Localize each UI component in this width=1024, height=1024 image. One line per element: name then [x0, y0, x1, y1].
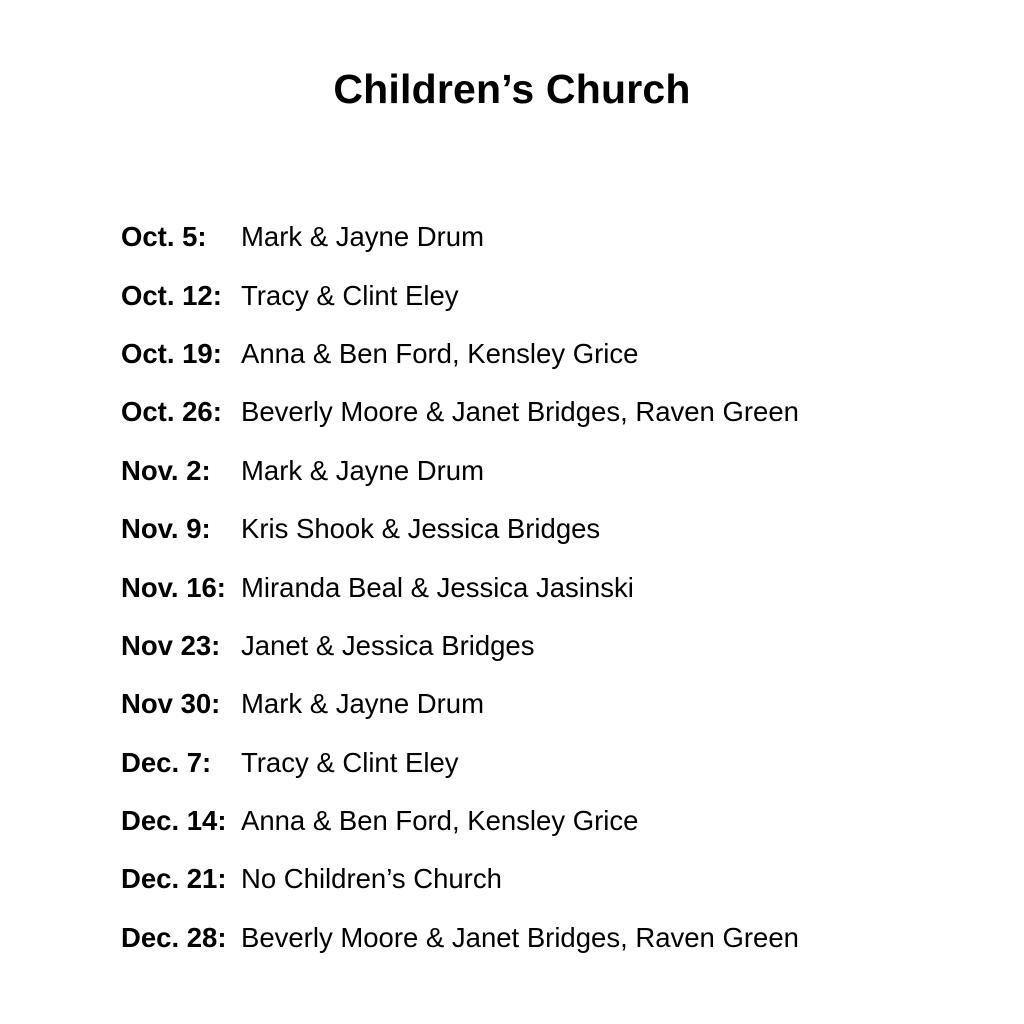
schedule-names: Anna & Ben Ford, Kensley Grice: [241, 805, 639, 837]
schedule-names: Mark & Jayne Drum: [241, 221, 484, 253]
schedule-date: Dec. 28:: [121, 921, 227, 953]
schedule-date: Nov. 2:: [121, 454, 211, 486]
schedule-row: [121, 617, 981, 675]
schedule-names: Miranda Beal & Jessica Jasinski: [241, 571, 634, 603]
schedule-names: Kris Shook & Jessica Bridges: [241, 513, 601, 545]
schedule-row: [121, 383, 981, 441]
schedule-date: Dec. 14:: [121, 805, 227, 837]
schedule-names: Tracy & Clint Eley: [241, 746, 459, 778]
schedule-row: [121, 792, 981, 850]
schedule-date: Oct. 5:: [121, 221, 207, 253]
page-title: Children’s Church: [333, 66, 691, 112]
schedule-date: Nov. 16:: [121, 571, 226, 603]
schedule-row: [121, 500, 981, 558]
schedule-names: Mark & Jayne Drum: [241, 454, 484, 486]
schedule-date: Oct. 12:: [121, 279, 222, 311]
schedule-date: Dec. 7:: [121, 746, 212, 778]
schedule-date: Dec. 21:: [121, 863, 227, 895]
schedule-row: [121, 208, 981, 266]
schedule-row: [121, 325, 981, 383]
schedule-date: Oct. 26:: [121, 396, 222, 428]
schedule-date: Oct. 19:: [121, 337, 222, 369]
schedule-list: [121, 208, 981, 967]
schedule-row: [121, 675, 981, 733]
schedule-row: [121, 558, 981, 616]
schedule-names: Beverly Moore & Janet Bridges, Raven Green: [241, 396, 799, 428]
schedule-date: Nov 23:: [121, 629, 221, 661]
schedule-row: [121, 850, 981, 908]
schedule-names: No Children’s Church: [241, 863, 502, 895]
schedule-names: Tracy & Clint Eley: [241, 279, 459, 311]
schedule-row: [121, 734, 981, 792]
schedule-names: Beverly Moore & Janet Bridges, Raven Green: [241, 921, 799, 953]
schedule-names: Anna & Ben Ford, Kensley Grice: [241, 337, 639, 369]
schedule-row: [121, 909, 981, 967]
schedule-date: Nov 30:: [121, 688, 221, 720]
schedule-row: [121, 266, 981, 324]
schedule-row: [121, 442, 981, 500]
schedule-names: Mark & Jayne Drum: [241, 688, 484, 720]
schedule-names: Janet & Jessica Bridges: [241, 629, 535, 661]
schedule-date: Nov. 9:: [121, 513, 211, 545]
